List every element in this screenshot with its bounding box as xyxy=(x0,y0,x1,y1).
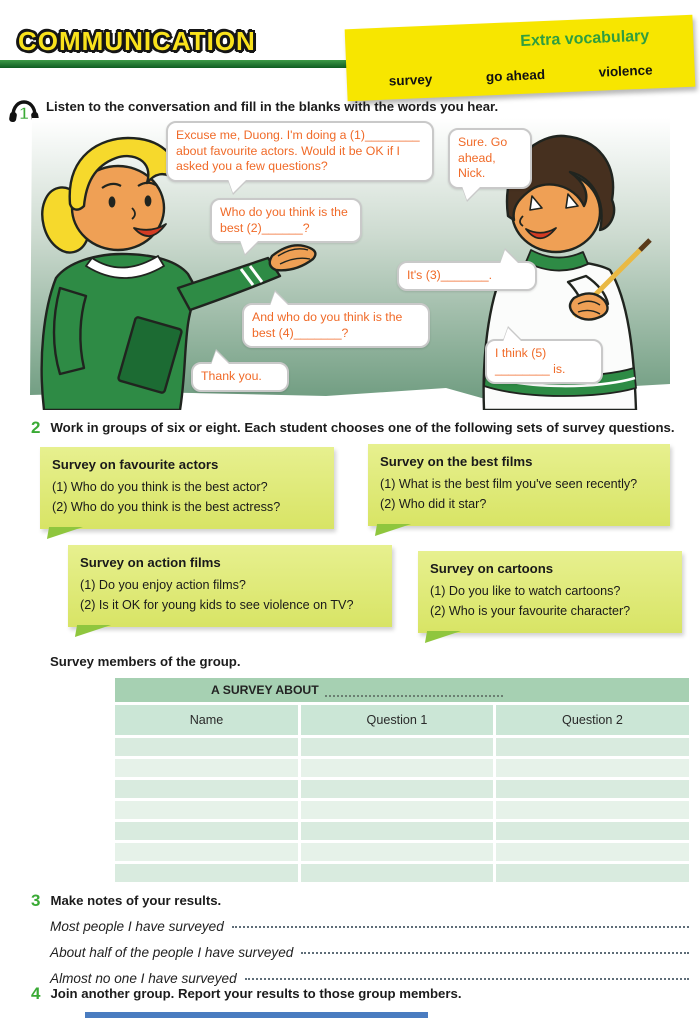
bubble-tail xyxy=(240,240,259,254)
table-cell-empty xyxy=(301,843,493,861)
speech-bubble-5 xyxy=(485,339,603,384)
table-cell-empty xyxy=(115,738,298,756)
speech-bubble-3-text: It's (3)_______. xyxy=(407,268,493,282)
results-line-label: Most people I have surveyed xyxy=(50,919,224,934)
column-header-question-2: Question 2 xyxy=(496,705,689,735)
exercise-4-instruction: Join another group. Report your results to those group members. xyxy=(50,986,462,1001)
vocab-word-survey: survey xyxy=(388,71,433,89)
table-cell-empty xyxy=(115,780,298,798)
survey-table-title-blank xyxy=(325,684,503,697)
bottom-blue-strip xyxy=(85,1012,428,1018)
table-cell-empty xyxy=(496,822,689,840)
table-cell-empty xyxy=(496,864,689,882)
table-cell-empty xyxy=(301,780,493,798)
column-header-name: Name xyxy=(115,705,298,735)
exercise-2-instruction: Work in groups of six or eight. Each student chooses one of the following sets of survey questions. xyxy=(50,420,675,435)
bubble-tail xyxy=(500,250,519,264)
exercise-1-instruction: Listen to the conversation and fill in the blanks with the words you hear. xyxy=(46,99,499,114)
exercise-1-number: 1 xyxy=(19,104,29,123)
table-cell-empty xyxy=(301,822,493,840)
speech-bubble-sure xyxy=(448,128,532,189)
speech-bubble-4 xyxy=(242,303,430,348)
table-cell-empty xyxy=(496,801,689,819)
results-line-blank xyxy=(301,952,689,954)
exercise-4-number: 4 xyxy=(31,984,41,1003)
speech-bubble-1 xyxy=(166,121,434,182)
note-question-1: (1) What is the best film you've seen recently? xyxy=(380,477,638,491)
note-question-2: (2) Is it OK for young kids to see violence on TV? xyxy=(80,598,354,613)
table-cell-empty xyxy=(115,759,298,777)
exercise-4-heading xyxy=(31,986,462,1003)
table-cell-empty xyxy=(301,864,493,882)
speech-bubble-thanks xyxy=(191,362,289,392)
bubble-tail xyxy=(228,179,247,193)
survey-members-caption: Survey members of the group. xyxy=(50,654,241,669)
speech-bubble-1-text: Excuse me, Duong. I'm doing a (1)________ about favourite actors. Would it be OK if I asked you a few questions? xyxy=(176,128,420,174)
survey-note-cartoons xyxy=(418,551,682,633)
note-question-1: (1) Who do you think is the best actor? xyxy=(52,480,268,494)
note-title: Survey on favourite actors xyxy=(52,457,219,472)
vocab-word-violence: violence xyxy=(598,62,653,80)
speech-bubble-thanks-text: Thank you. xyxy=(201,369,262,383)
table-cell-empty xyxy=(496,738,689,756)
results-line-label: About half of the people I have surveyed xyxy=(50,945,294,960)
note-question-1: (1) Do you like to watch cartoons? xyxy=(430,584,621,598)
speech-bubble-2 xyxy=(210,198,362,243)
survey-note-action-films xyxy=(68,545,392,627)
bubble-tail xyxy=(503,328,522,342)
survey-note-favourite-actors xyxy=(40,447,334,529)
table-cell-empty xyxy=(301,738,493,756)
speech-bubble-sure-text: Sure. Go ahead, Nick. xyxy=(458,135,508,181)
speech-bubble-5-text: I think (5) ________ is. xyxy=(495,346,566,376)
note-question-2: (2) Who do you think is the best actress? xyxy=(52,500,281,515)
results-line-blank xyxy=(245,978,689,980)
bubble-tail xyxy=(462,186,481,200)
table-cell-empty xyxy=(115,801,298,819)
table-cell-empty xyxy=(115,822,298,840)
table-cell-empty xyxy=(496,759,689,777)
results-line-almost-no-one xyxy=(50,971,689,986)
table-cell-empty xyxy=(496,843,689,861)
extra-vocabulary-words xyxy=(347,61,695,91)
speech-bubble-2-text: Who do you think is the best (2)______? xyxy=(220,205,348,235)
table-cell-empty xyxy=(301,759,493,777)
speech-bubble-3 xyxy=(397,261,537,291)
exercise-3-heading xyxy=(31,893,221,910)
survey-table-title: A SURVEY ABOUT xyxy=(211,683,319,697)
results-line-label: Almost no one I have surveyed xyxy=(50,971,237,986)
extra-vocabulary-title: Extra vocabulary xyxy=(519,27,650,50)
note-title: Survey on cartoons xyxy=(430,561,554,576)
bubble-tail xyxy=(211,351,230,365)
note-title: Survey on action films xyxy=(80,555,221,570)
note-question-2: (2) Who is your favourite character? xyxy=(430,604,631,619)
note-question-1: (1) Do you enjoy action films? xyxy=(80,578,246,592)
results-line-most-people xyxy=(50,919,689,934)
survey-table xyxy=(115,678,689,882)
speech-bubble-4-text: And who do you think is the best (4)_______? xyxy=(252,310,403,340)
bubble-tail xyxy=(270,292,289,306)
exercise-3-instruction: Make notes of your results. xyxy=(50,893,222,908)
survey-table-title-row xyxy=(115,678,689,702)
column-header-question-1: Question 1 xyxy=(301,705,493,735)
exercise-2-number: 2 xyxy=(31,418,41,437)
table-cell-empty xyxy=(115,843,298,861)
note-question-2: (2) Who did it star? xyxy=(380,497,487,512)
results-line-blank xyxy=(232,926,689,928)
vocab-word-go-ahead: go ahead xyxy=(485,66,546,85)
table-cell-empty xyxy=(496,780,689,798)
exercise-3-number: 3 xyxy=(31,891,41,910)
results-line-about-half xyxy=(50,945,689,960)
survey-note-best-films xyxy=(368,444,670,526)
table-cell-empty xyxy=(301,801,493,819)
extra-vocabulary-box xyxy=(345,15,696,102)
note-title: Survey on the best films xyxy=(380,454,533,469)
page-title: COMMUNICATION xyxy=(18,26,256,56)
exercise-2-heading xyxy=(31,420,675,437)
table-cell-empty xyxy=(115,864,298,882)
